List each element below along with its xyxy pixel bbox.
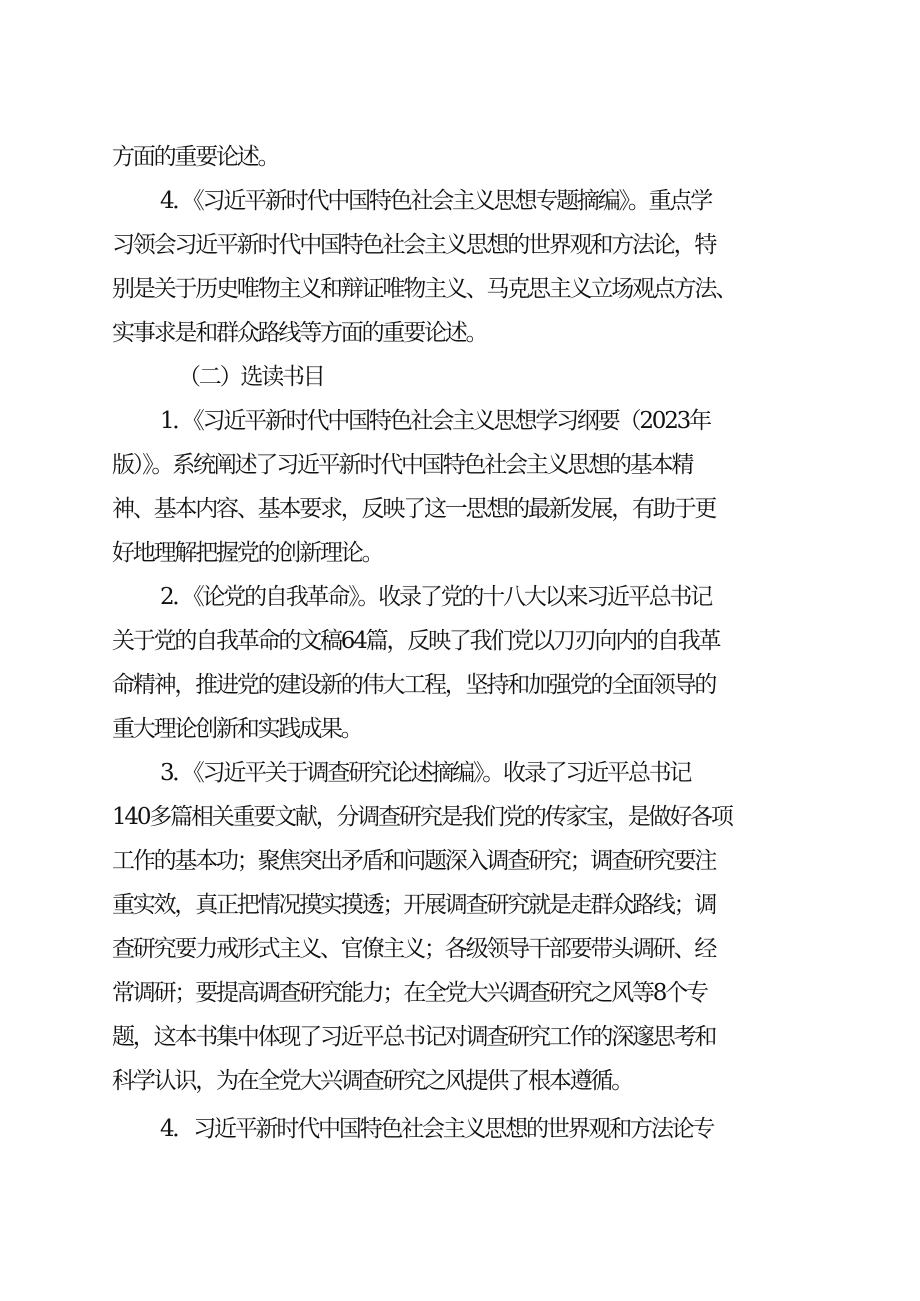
text-line: 常调研；要提高调查研究能力；在全党大兴调查研究之风等8个专 (112, 980, 707, 1006)
text-line: 科学认识，为在全党大兴调查研究之风提供了根本遵循。 (112, 1068, 633, 1094)
text-line: 习领会习近平新时代中国特色社会主义思想的世界观和方法论，特 (112, 232, 716, 258)
text-line: 140多篇相关重要文献，分调查研究是我们党的传家宝，是做好各项 (112, 804, 732, 830)
text-line: 3．《习近平关于调查研究论述摘编》。收录了习近平总书记 (160, 760, 691, 786)
text-line: 别是关于历史唯物主义和辩证唯物主义、马克思主义立场观点方法、 (112, 276, 737, 302)
text-line: 2．《论党的自我革命》。收录了党的十八大以来习近平总书记 (160, 584, 712, 610)
text-line: 4．《习近平新时代中国特色社会主义思想专题摘编》。重点学 (160, 188, 712, 214)
text-line: 4．习近平新时代中国特色社会主义思想的世界观和方法论专 (160, 1116, 714, 1142)
text-line: 方面的重要论述。 (112, 144, 279, 170)
text-line: 神、基本内容、基本要求，反映了这一思想的最新发展，有助于更 (112, 496, 716, 522)
text-line: 好地理解把握党的创新理论。 (112, 540, 383, 566)
text-line: 实事求是和群众路线等方面的重要论述。 (112, 320, 487, 346)
text-line: 查研究要力戒形式主义、官僚主义；各级领导干部要带头调研、经 (112, 936, 716, 962)
section-heading: （二）选读书目 (178, 364, 324, 390)
text-line: 重大理论创新和实践成果。 (112, 716, 362, 742)
text-line: 关于党的自我革命的文稿64篇，反映了我们党以刀刃向内的自我革 (112, 628, 720, 654)
text-line: 命精神，推进党的建设新的伟大工程，坚持和加强党的全面领导的 (112, 672, 716, 698)
text-line: 版）》。系统阐述了习近平新时代中国特色社会主义思想的基本精 (112, 452, 693, 478)
text-line: 1．《习近平新时代中国特色社会主义思想学习纲要（2023年 (160, 408, 710, 434)
text-line: 工作的基本功；聚焦突出矛盾和问题深入调查研究；调查研究要注 (112, 848, 716, 874)
text-line: 题，这本书集中体现了习近平总书记对调查研究工作的深邃思考和 (112, 1024, 716, 1050)
text-line: 重实效，真正把情况摸实摸透；开展调查研究就是走群众路线；调 (112, 892, 716, 918)
